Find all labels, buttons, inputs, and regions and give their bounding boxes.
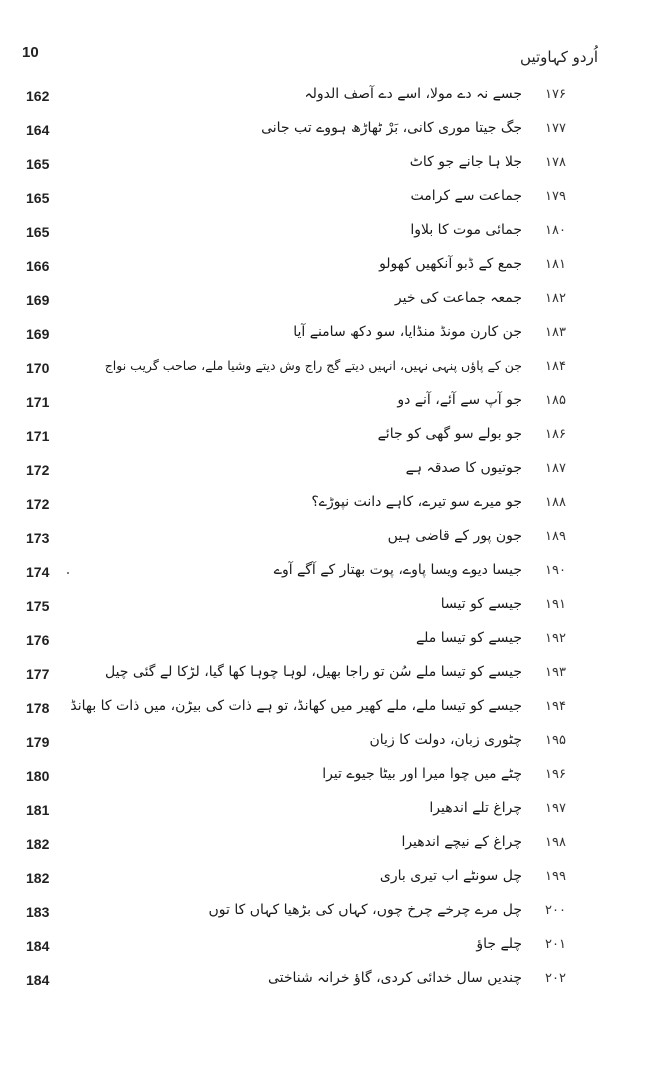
toc-entry-title: جیسا دیوے ویسا پاوے، پوت بھتار کے آگے آوے [273,562,522,578]
toc-entry [0,184,648,218]
toc-entry [0,796,648,830]
toc-entry-number: ۱۹۷ [545,801,566,816]
toc-entry-number: ۱۸۴ [545,359,566,374]
toc-entry-text [380,868,566,884]
toc-page-number: 174 [26,564,50,580]
toc-entry-number: ۱۹۱ [545,597,566,612]
toc-entry-text [105,664,566,680]
toc-entry-text [411,188,566,204]
toc-page-number: 166 [26,258,50,274]
toc-entry-text [70,698,566,714]
toc-page-number: 178 [26,700,50,716]
speck [67,572,69,574]
toc-entry [0,626,648,660]
toc-entry-text [379,256,566,272]
toc-entry-text [410,154,566,170]
toc-page-number: 181 [26,802,50,818]
toc-entry-number: ۱۸۲ [545,291,566,306]
toc-entry-number: ۱۸۳ [545,325,566,340]
toc-page-number: 172 [26,462,50,478]
toc-entry [0,286,648,320]
toc-entry-title: چراغ کے نیچے اندھیرا [401,834,522,850]
toc-entry [0,966,648,1000]
toc-entry-title: چراغ تلے اندھیرا [429,800,522,816]
toc-page-number: 169 [26,292,50,308]
toc-page-number: 184 [26,972,50,988]
toc-entry [0,388,648,422]
toc-entry-number: ۱۸۸ [545,495,566,510]
toc-entry-title: جون پور کے قاضی ہیں [387,528,522,544]
toc-entry-text [261,120,566,136]
toc-entry [0,660,648,694]
toc-entry [0,218,648,252]
toc-entry [0,422,648,456]
toc-entry-text [293,324,566,340]
toc-entry-title: جماعت سے کرامت [410,188,522,204]
toc-page-number: 165 [26,190,50,206]
toc-entry-text [304,86,566,102]
toc-entry-text [429,800,566,816]
toc-entry-number: ۱۹۴ [545,699,566,714]
toc-entry-number: ۱۸۵ [545,393,566,408]
toc-page-number: 162 [26,88,50,104]
toc-page-number: 180 [26,768,50,784]
toc-page-number: 169 [26,326,50,342]
toc-entry-number: ۱۷۸ [545,155,566,170]
toc-entry-number: ۱۹۹ [545,869,566,884]
toc-entry-title: جن کے پاؤں پنہی نہیں، انہیں دیتے گج راج وش دیتے وشیا ملے، صاحب گریب نواج [104,358,522,373]
toc-entry-number: ۱۸۱ [545,257,566,272]
toc-entry-title: جو بولے سو گھی کو جائے [377,426,522,442]
toc-entry-text [397,392,566,408]
toc-entry [0,116,648,150]
toc-entry [0,354,648,388]
toc-entry [0,524,648,558]
toc-entry-text [322,766,566,782]
toc-entry-number: ۱۹۶ [545,767,566,782]
table-of-contents [0,82,648,1000]
toc-entry-title: جن کارن مونڈ منڈایا، سو دکھ سامنے آیا [293,324,522,340]
toc-entry-text [378,426,566,442]
toc-entry-number: ۱۹۳ [545,665,566,680]
toc-page-number: 165 [26,224,50,240]
toc-entry-text [268,970,566,986]
toc-entry-number: ۲۰۱ [545,937,566,952]
toc-entry-text [388,528,566,544]
toc-entry-title: چلے جاؤ [476,936,522,952]
toc-page-number: 173 [26,530,50,546]
toc-entry [0,592,648,626]
toc-page-number: 176 [26,632,50,648]
toc-page-number: 184 [26,938,50,954]
toc-entry-title: جوتیوں کا صدقہ ہے [405,460,522,476]
toc-entry-text [311,494,566,510]
toc-entry-title: جیسے کو تیسا ملے سُن تو راجا بھیل، لوہا چوہا کھا گیا، لڑکا لے گئی چیل [104,664,522,680]
toc-page-number: 164 [26,122,50,138]
toc-entry-text [476,936,566,952]
toc-page-number: 182 [26,836,50,852]
toc-entry-title: جسے نہ دے مولا، اسے دے آصف الدولہ [304,86,522,102]
toc-page-number: 183 [26,904,50,920]
toc-entry-title: جمع کے ڈبو آنکھیں کھولو [379,256,522,272]
toc-entry [0,558,648,592]
toc-entry [0,252,648,286]
toc-entry-text [406,460,566,476]
toc-entry-title: جو میرے سو تیرے، کاہے دانت نپوڑے؟ [311,494,522,510]
toc-entry-title: جلا ہا جانے جو کاٹ [409,154,522,170]
toc-page-number: 179 [26,734,50,750]
toc-page-number: 172 [26,496,50,512]
toc-page-number: 182 [26,870,50,886]
toc-entry-number: ۱۹۲ [545,631,566,646]
toc-entry-number: ۱۹۰ [545,563,566,578]
toc-entry-text [370,732,567,748]
toc-entry-number: ۱۸۰ [545,223,566,238]
toc-entry-text [401,834,566,850]
toc-entry-text [395,290,566,306]
toc-entry-number: ۱۹۵ [545,733,566,748]
toc-entry-title: جمائی موت کا بلاوا [410,222,522,238]
toc-entry [0,932,648,966]
toc-entry [0,898,648,932]
toc-entry-title: چل مرے چرخے چرخ چوں، کہاں کی بڑھیا کہاں کا توں [208,902,522,918]
toc-entry-title: جگ جیتا موری کانی، بَرْ ٹھاڑھ ہووے تب جانی [261,120,522,136]
toc-entry-title: چل سونٹے اب تیری باری [379,868,522,884]
toc-entry-title: جیسے کو تیسا [440,596,522,612]
toc-entry-number: ۱۸۷ [545,461,566,476]
toc-page-number: 171 [26,394,50,410]
toc-entry-number: ۱۸۹ [545,529,566,544]
toc-entry-number: ۲۰۲ [545,971,566,986]
toc-entry-text [274,562,566,578]
toc-entry-number: ۱۷۷ [545,121,566,136]
toc-entry-text [105,358,566,374]
toc-entry-text [441,596,566,612]
toc-entry-number: ۲۰۰ [545,903,566,918]
toc-entry-text [410,222,566,238]
toc-entry [0,150,648,184]
toc-entry-title: جمعہ جماعت کی خیر [394,290,522,306]
toc-entry [0,762,648,796]
toc-entry [0,82,648,116]
toc-entry-text [208,902,566,918]
toc-entry-title: چٹوری زبان، دولت کا زیان [369,732,522,748]
toc-page-number: 175 [26,598,50,614]
toc-entry [0,830,648,864]
toc-entry [0,694,648,728]
toc-entry-title: جو آپ سے آئے، آنے دو [397,392,522,408]
toc-page-number: 170 [26,360,50,376]
page-number: 10 [22,44,39,61]
toc-entry-number: ۱۷۶ [545,87,566,102]
toc-entry-title: جیسے کو تیسا ملے [415,630,522,646]
running-title: اُردو کہاوتیں [520,48,598,66]
toc-entry [0,490,648,524]
toc-entry [0,456,648,490]
toc-entry [0,320,648,354]
toc-entry-title: چٹے میں چوا میرا اور بیٹا جیوے تیرا [322,766,522,782]
toc-entry [0,864,648,898]
toc-entry-number: ۱۸۶ [545,427,566,442]
toc-page-number: 171 [26,428,50,444]
toc-entry-title: جیسے کو تیسا ملے، ملے کھیر میں کھانڈ، تو ہے ذات کی بیڑن، میں ذات کا بھانڈ [70,698,522,714]
toc-page-number: 165 [26,156,50,172]
toc-entry-title: چندیں سال خدائی کردی، گاؤ خرانہ شناختی [267,970,522,986]
toc-page-number: 177 [26,666,50,682]
toc-entry-text [416,630,566,646]
toc-entry-number: ۱۹۸ [545,835,566,850]
toc-entry [0,728,648,762]
toc-entry-number: ۱۷۹ [545,189,566,204]
